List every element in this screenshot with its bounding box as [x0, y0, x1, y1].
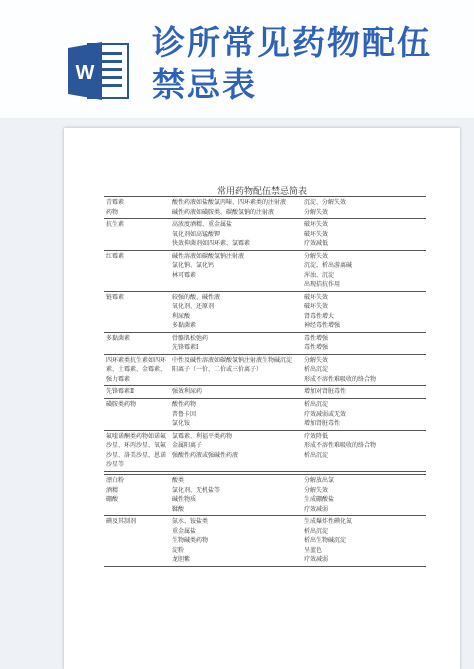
cell-line: 析出沉淀	[304, 527, 329, 535]
svg-text:W: W	[75, 62, 95, 84]
incompatible-cell	[170, 399, 302, 431]
result-cell	[302, 332, 426, 354]
drug-cell	[104, 399, 170, 431]
cell-line: 毒性增强	[304, 344, 329, 351]
drug-cell	[104, 291, 170, 332]
cell-line: 碱性溶液如碳酸氢钠注射液	[172, 252, 245, 260]
drug-cell	[104, 386, 170, 399]
table-row	[104, 516, 426, 567]
cell-line: 磺胺类药物	[106, 401, 137, 408]
cell-line: 先锋霉素Ⅱ	[106, 388, 135, 395]
incompatible-cell	[170, 354, 302, 386]
cell-line: 氯化钠、氯化钙	[172, 262, 215, 269]
cell-line: 先锋霉素Ⅰ	[172, 344, 199, 351]
cell-line: 浑浊、沉淀	[304, 271, 335, 279]
cell-line: 氧化剂、还原剂	[172, 303, 215, 310]
cell-line: 沉淀、分解失效	[304, 199, 347, 206]
cell-line: 氨水、铵盐类	[172, 518, 209, 525]
result-cell	[302, 197, 426, 219]
incompatible-cell	[170, 332, 302, 354]
cell-line: 酸类	[172, 477, 185, 484]
cell-line: 神经毒性增强	[304, 322, 341, 329]
cell-line: 沉淀、析出游离碱	[304, 262, 353, 269]
incompatible-cell	[170, 430, 302, 471]
cell-line: 快效抑菌剂如四环素、氯霉素	[172, 240, 251, 247]
cell-line: 分解失效	[304, 252, 329, 260]
cell-line: 疗效降低	[304, 432, 329, 440]
cell-line: 重金属盐	[172, 527, 197, 535]
cell-line: 较强的酸、碱性液	[172, 293, 221, 301]
cell-line: 红霉素	[106, 252, 125, 260]
table-row	[104, 399, 426, 431]
page-title-text: 诊所常见药物配伍禁忌表	[152, 23, 432, 104]
cell-line: 破坏失效	[304, 221, 329, 228]
cell-line: 酒精	[106, 486, 119, 494]
cell-line: 生成爆炸性碘化氮	[304, 518, 353, 525]
cell-line: 呈蓝色	[304, 546, 323, 554]
result-cell	[302, 475, 426, 516]
document-title: 常用药物配伍禁忌简表	[216, 187, 307, 197]
cell-line: 淀粉	[172, 546, 185, 554]
word-document-icon	[66, 38, 132, 104]
cell-line: 毒性增强	[304, 334, 329, 342]
drug-cell	[104, 475, 170, 516]
cell-line: 强效利尿药	[172, 388, 203, 395]
cell-line: 多黏菌素	[172, 322, 197, 329]
cell-line: 青霉素	[106, 199, 125, 206]
result-cell	[302, 250, 426, 291]
cell-line: 抗生素	[106, 221, 125, 228]
incompatible-cell	[170, 219, 302, 251]
cell-line: 骨骼肌松弛药	[172, 334, 209, 342]
cell-line: 生成硼酸盐	[304, 496, 335, 503]
incompatible-cell	[170, 386, 302, 399]
header-banner	[0, 0, 474, 118]
table-row	[104, 354, 426, 386]
cell-line: 析出沉淀	[304, 366, 329, 373]
table-row	[104, 219, 426, 251]
incompatible-cell	[170, 516, 302, 567]
cell-line: 普鲁卡因	[172, 410, 197, 418]
drug-cell	[104, 430, 170, 471]
cell-line: 多黏菌素	[106, 334, 131, 342]
drug-cell	[104, 354, 170, 386]
cell-line: 碱性药液如磺胺类、碳酸氢钠的注射液	[172, 208, 275, 216]
cell-line: 强酸性药液或强碱性药液	[172, 451, 239, 459]
result-cell	[302, 291, 426, 332]
incompatible-cell	[170, 250, 302, 291]
cell-line: 分解失效	[304, 356, 329, 364]
table-row	[104, 430, 426, 471]
cell-line: 分解失效	[304, 486, 329, 494]
table-row	[104, 197, 426, 219]
drug-cell	[104, 219, 170, 251]
result-cell	[302, 430, 426, 471]
cell-line: 增加肾脏毒性	[304, 420, 341, 427]
cell-line: 疗效减低	[304, 240, 329, 247]
cell-line: 鞣酸	[172, 505, 185, 513]
cell-line: 碘及其制剂	[106, 518, 137, 525]
compatibility-table-3	[104, 474, 426, 567]
cell-line: 生物碱类药物	[172, 537, 209, 544]
cell-line: 破坏失效	[304, 230, 329, 238]
result-cell	[302, 354, 426, 386]
document-page	[64, 128, 460, 669]
table-row	[104, 291, 426, 332]
cell-line: 金属阳离子	[172, 442, 203, 449]
cell-line: 利尿酸	[172, 312, 191, 320]
cell-line: 分解放出氯	[304, 477, 335, 484]
cell-line: 漂白粉	[106, 477, 125, 484]
compatibility-table-1	[104, 196, 426, 399]
incompatible-cell	[170, 197, 302, 219]
cell-line: 阳离子（一价、二价或三价离子）	[172, 366, 263, 373]
cell-line: 中性及碱性溶液如碳酸氢钠注射液生物碱沉淀	[172, 356, 293, 364]
result-cell	[302, 399, 426, 431]
cell-line: 龙胆紫	[172, 556, 191, 563]
cell-line: 析出沉淀	[304, 401, 329, 408]
cell-line: 疗效减弱	[304, 505, 329, 513]
cell-line: 增加对肾脏毒性	[304, 388, 347, 395]
cell-line: 破坏失效	[304, 303, 329, 310]
table-row	[104, 475, 426, 516]
drug-cell	[104, 197, 170, 219]
incompatible-cell	[170, 475, 302, 516]
drug-cell	[104, 332, 170, 354]
cell-line: 析出沉淀	[304, 451, 329, 459]
cell-line: 析出生物碱沉淀	[304, 537, 347, 544]
compatibility-table-2	[104, 398, 426, 472]
cell-line: 疗效减弱或无效	[304, 410, 347, 418]
cell-line: 酸性药物	[172, 401, 197, 408]
table-row	[104, 250, 426, 291]
cell-line: 形成不溶性难吸收的络合物	[304, 375, 377, 383]
cell-line: 酸性药液如盐酸氯丙嗪、四环素类的注射液	[172, 199, 287, 206]
cell-line: 分解失效	[304, 208, 329, 216]
cell-line: 药物	[106, 208, 119, 216]
cell-line: 氯霉素、利福平类药物	[172, 432, 233, 440]
drug-cell	[104, 516, 170, 567]
result-cell	[302, 386, 426, 399]
cell-line: 高浓度酒精、重金属盐	[172, 221, 233, 228]
cell-line: 林可霉素	[172, 271, 197, 279]
cell-line: 形成不溶性难吸收的络合物	[304, 442, 377, 449]
cell-line: 碱性物质	[172, 496, 197, 503]
drug-cell	[104, 250, 170, 291]
cell-line: 出现拮抗作用	[304, 281, 341, 288]
table-row	[104, 332, 426, 354]
cell-line: 氟喹诺酮类药物如诺氟沙星、环丙沙星、氧氟沙星、洛美沙星、恩诺沙星等	[106, 432, 167, 468]
cell-line: 肾毒性增大	[304, 312, 335, 320]
cell-line: 氧化剂如高锰酸钾	[172, 230, 221, 238]
cell-line: 氯化铵	[172, 420, 191, 427]
cell-line: 破坏失效	[304, 293, 329, 301]
cell-line: 氯化剂、无机盐等	[172, 486, 221, 494]
result-cell	[302, 219, 426, 251]
page-title	[152, 22, 452, 106]
incompatible-cell	[170, 291, 302, 332]
cell-line: 四环素类抗生素如四环素、土霉素、金霉素、强力霉素	[106, 356, 167, 383]
cell-line: 疗效减弱	[304, 556, 329, 563]
cell-line: 硼酸	[106, 496, 119, 503]
cell-line: 链霉素	[106, 293, 125, 301]
table-row	[104, 386, 426, 399]
result-cell	[302, 516, 426, 567]
